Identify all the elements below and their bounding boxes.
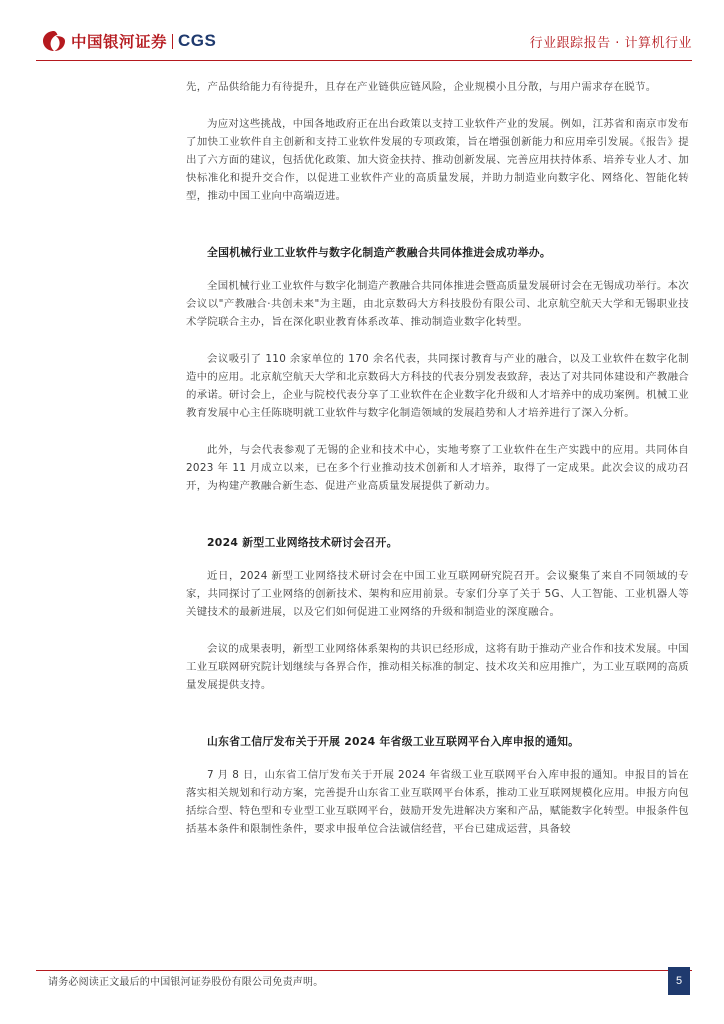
galaxy-logo-icon (42, 30, 66, 52)
brand-divider (172, 34, 173, 49)
body-paragraph: 7 月 8 日，山东省工信厅发布关于开展 2024 年省级工业互联网平台入库申报的通知。申报目的旨在落实相关规划和行动方案，完善提升山东省工业互联网平台体系，推动工业互联网规模化应用。申报方向包括综合型、特色型和专业型工业互联网平台，鼓励开发先进解决方案和产品，赋能数字化转型。申报条件包括基本条件和限制性条件，要求申报单位合法诚信经营，平台已建成运营，具备较 (186, 769, 689, 835)
news-heading: 全国机械行业工业软件与数字化制造产教融合共同体推进会成功举办。 (207, 246, 551, 259)
body-paragraph: 全国机械行业工业软件与数字化制造产教融合共同体推进会暨高质量发展研讨会在无锡成功举行。本次会议以"产教融合·共创未来"为主题，由北京数码大方科技股份有限公司、北京航空航天大学和无锡职业技术学院联合主办，旨在深化职业教育体系改革、推动制造业数字化转型。 (186, 280, 689, 328)
body-paragraph: 会议的成果表明，新型工业网络体系架构的共识已经形成，这将有助于推动产业合作和技术发展。中国工业互联网研究院计划继续与各界合作，推动相关标准的制定、技术攻关和应用推广，为工业互联网的高质量发展提供支持。 (186, 643, 689, 691)
body-paragraph: 此外，与会代表参观了无锡的企业和技术中心，实地考察了工业软件在生产实践中的应用。共同体自 2023 年 11 月成立以来，已在多个行业推动技术创新和人才培养，取得了一定成果。此次会议的成功召开，为构建产教融合新生态、促进产业高质量发展提供了新动力。 (186, 444, 689, 492)
footer-divider (36, 970, 692, 971)
report-type: 行业跟踪报告 · 计算机行业 (529, 36, 692, 51)
footer-disclaimer: 请务必阅读正文最后的中国银河证券股份有限公司免责声明。 (48, 977, 324, 988)
body-paragraph: 为应对这些挑战，中国各地政府正在出台政策以支持工业软件产业的发展。例如，江苏省和南京市发布了加快工业软件自主创新和支持工业软件发展的专项政策，旨在增强创新能力和应用牵引发展。《报告》提出了六方面的建议，包括优化政策、加大资金扶持、推动创新发展、完善应用扶持体系、培养专业人才、加快标准化和提升交合作，以促进工业软件产业的高质量发展，并助力制造业向数字化、网络化、智能化转型，推动中国工业向中高端迈进。 (186, 118, 689, 202)
body-paragraph: 先，产品供给能力有待提升，且存在产业链供应链风险，企业规模小且分散，与用户需求存在脱节。 (186, 81, 657, 93)
body-paragraph: 会议吸引了 110 余家单位的 170 余名代表，共同探讨教育与产业的融合，以及工业软件在数字化制造中的应用。北京航空航天大学和北京数码大方科技的代表分别发表致辞，表达了对共同体建设和产教融合的承诺。研讨会上，企业与院校代表分享了工业软件在企业数字化升级和人才培养中的成功案例。机械工业教育发展中心主任陈晓明就工业软件与数字化制造领域的发展趋势和人才培养进行了深入分析。 (186, 353, 689, 419)
document-body (186, 66, 689, 857)
brand-name-en: CGS (178, 31, 217, 50)
page-header (0, 0, 724, 70)
brand-name-cn: 中国银河证券 (71, 33, 168, 51)
brand-logo (42, 30, 216, 52)
news-heading: 2024 新型工业网络技术研讨会召开。 (207, 536, 398, 549)
header-divider (36, 60, 692, 61)
body-paragraph: 近日，2024 新型工业网络技术研讨会在中国工业互联网研究院召开。会议聚集了来自不同领域的专家，共同探讨了工业网络的创新技术、架构和应用前景。专家们分享了关于 5G、人工智能、工业机器人等关键技术的最新进展，以及它们如何促进工业网络的升级和制造业的深度融合。 (186, 570, 689, 618)
news-heading: 山东省工信厅发布关于开展 2024 年省级工业互联网平台入库申报的通知。 (207, 735, 580, 748)
page-number: 5 (668, 967, 690, 995)
